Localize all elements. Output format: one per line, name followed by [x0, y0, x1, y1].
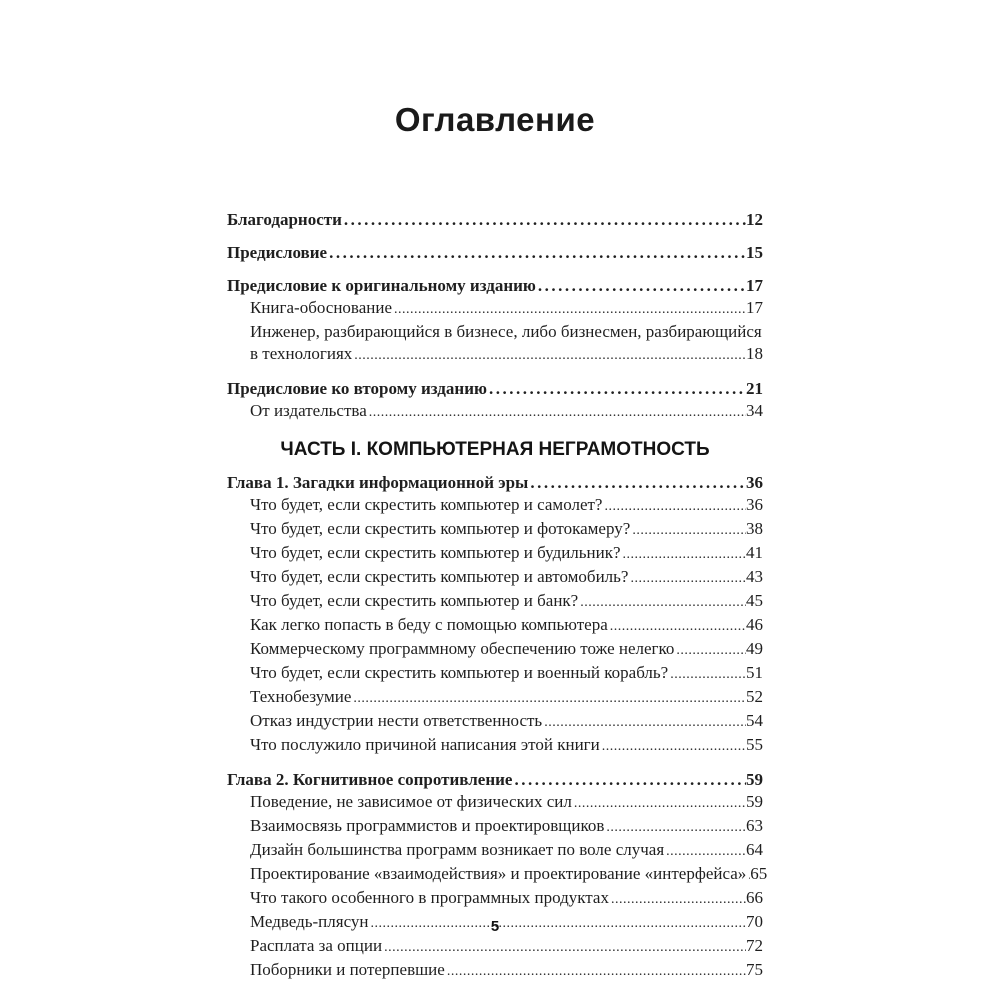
toc-page-number: 17 — [746, 298, 763, 317]
toc-page-number: 21 — [746, 379, 763, 398]
toc-entry — [227, 791, 763, 815]
dot-leader — [630, 518, 746, 542]
dot-leader — [528, 472, 746, 494]
toc-entry — [227, 710, 763, 734]
toc-entry — [227, 638, 763, 662]
dot-leader — [351, 686, 746, 710]
toc-entry — [227, 959, 763, 983]
toc-entry — [227, 518, 763, 542]
toc-entry-label: Что будет, если скрестить компьютер и автомобиль? — [250, 567, 629, 586]
toc-entry-label: Что будет, если скрестить компьютер и военный корабль? — [250, 663, 669, 682]
dot-leader — [367, 400, 746, 424]
toc-page-number: 63 — [746, 816, 763, 835]
toc-entry — [227, 662, 763, 686]
dot-leader — [572, 791, 746, 815]
toc-page-number: 54 — [746, 711, 763, 730]
toc-entry — [227, 815, 763, 839]
toc-entry-label: Что послужило причиной написания этой книги — [250, 735, 600, 754]
toc-page-number: 59 — [746, 792, 763, 811]
toc-entry-label: Предисловие — [227, 243, 328, 262]
dot-leader — [487, 378, 746, 400]
toc-entry-label: Отказ индустрии нести ответственность — [250, 711, 543, 730]
toc-entry — [227, 614, 763, 638]
toc-page-number: 59 — [746, 770, 763, 789]
dot-leader — [382, 935, 746, 959]
toc-entry-label: Дизайн большинства программ возникает по воле случая — [250, 840, 665, 859]
toc-page-number: 52 — [746, 687, 763, 706]
dot-leader — [609, 887, 746, 911]
toc-entry-label: Что будет, если скрестить компьютер и фотокамеру? — [250, 519, 631, 538]
page-title: Оглавление — [394, 101, 596, 138]
dot-leader — [664, 839, 746, 863]
toc-entry — [227, 686, 763, 710]
toc-page-number: 46 — [746, 615, 763, 634]
dot-leader — [674, 638, 746, 662]
toc-entry — [227, 472, 763, 494]
toc-entry-label: Расплата за опции — [250, 936, 383, 955]
toc-page-number: 38 — [746, 519, 763, 538]
toc-entry — [227, 769, 763, 791]
toc-entry-label: Что будет, если скрестить компьютер и будильник? — [250, 543, 621, 562]
toc-entry-label: Предисловие к оригинальному изданию — [227, 276, 536, 295]
toc-entry-label: Что будет, если скрестить компьютер и самолет? — [250, 495, 603, 514]
toc-entry — [227, 209, 763, 231]
toc-entry-label: Коммерческому программному обеспечению тоже нелегко — [250, 639, 675, 658]
toc-entry — [227, 863, 768, 887]
toc-entry — [227, 242, 763, 264]
toc-page-number: 75 — [746, 960, 763, 979]
toc-entry-label: Медведь-плясун — [250, 912, 369, 931]
toc-page-number: 66 — [746, 888, 763, 907]
toc-entry — [227, 935, 763, 959]
dot-leader — [352, 343, 746, 367]
toc-entry — [227, 566, 763, 590]
toc-entry — [227, 343, 763, 367]
toc-entry — [227, 494, 763, 518]
toc-entry — [227, 887, 763, 911]
toc-entry — [227, 542, 763, 566]
dot-leader — [327, 242, 746, 264]
toc-page-number: 43 — [746, 567, 763, 586]
toc-entry — [227, 734, 763, 758]
toc-entry-label: Благодарности — [227, 210, 342, 229]
toc-entry-label: Технобезумие — [250, 687, 352, 706]
toc-entry — [227, 378, 763, 400]
toc-page-number: 34 — [746, 401, 763, 420]
toc-entry-label: Книга-обоснование — [250, 298, 393, 317]
toc-entry-label: Что будет, если скрестить компьютер и банк? — [250, 591, 579, 610]
dot-leader — [578, 590, 746, 614]
dot-leader — [512, 769, 746, 791]
content-column — [227, 0, 768, 983]
toc-page-number: 41 — [746, 543, 763, 562]
page-number: 5 — [490, 918, 500, 935]
toc-entry-wrapped-line: Инженер, разбирающийся в бизнесе, либо бизнесмен, разбирающийся — [250, 322, 762, 341]
toc-page-number: 45 — [746, 591, 763, 610]
toc-entry-label: Поборники и потерпевшие — [250, 960, 445, 979]
toc-page-number: 15 — [746, 243, 763, 262]
toc-page-number: 12 — [746, 210, 763, 229]
dot-leader — [536, 275, 746, 297]
toc-page-number: 55 — [746, 735, 763, 754]
dot-leader — [604, 815, 746, 839]
toc-page-number: 51 — [746, 663, 763, 682]
toc-page-number: 70 — [746, 912, 763, 931]
toc-entry-label: Проектирование «взаимодействия» и проектирование «интерфейса» — [250, 864, 747, 883]
dot-leader — [445, 959, 746, 983]
toc-entry-label: Глава 1. Загадки информационной эры — [227, 473, 529, 492]
dot-leader — [621, 542, 746, 566]
dot-leader — [600, 734, 746, 758]
dot-leader — [602, 494, 746, 518]
dot-leader — [342, 209, 746, 231]
toc-entry — [227, 590, 763, 614]
toc-entry-label: Что такого особенного в программных продуктах — [250, 888, 609, 907]
dot-leader — [608, 614, 746, 638]
toc-entry-label: Глава 2. Когнитивное сопротивление — [227, 770, 513, 789]
toc-page-number: 64 — [746, 840, 763, 859]
toc-list — [227, 209, 768, 983]
toc-entry-label: Взаимосвязь программистов и проектировщиков — [250, 816, 605, 835]
toc-entry-label: Предисловие ко второму изданию — [227, 379, 487, 398]
toc-entry — [227, 400, 763, 424]
part-heading: ЧАСТЬ I. КОМПЬЮТЕРНАЯ НЕГРАМОТНОСТЬ — [280, 439, 710, 460]
toc-entry-label: Как легко попасть в беду с помощью компьютера — [250, 615, 608, 634]
toc-entry-label: Поведение, не зависимое от физических сил — [250, 792, 572, 811]
toc-page-number: 18 — [746, 344, 763, 363]
toc-page-number: 65 — [750, 864, 768, 883]
dot-leader — [668, 662, 746, 686]
toc-entry — [227, 275, 763, 297]
toc-page-number: 17 — [746, 276, 763, 295]
dot-leader — [542, 710, 746, 734]
toc-page-number: 49 — [746, 639, 763, 658]
toc-entry-label: От издательства — [250, 401, 367, 420]
dot-leader — [392, 297, 746, 321]
dot-leader — [628, 566, 746, 590]
toc-entry — [227, 839, 763, 863]
toc-entry — [227, 297, 763, 321]
toc-page-number: 36 — [746, 495, 763, 514]
toc-page-number: 36 — [746, 473, 763, 492]
toc-entry-label: в технологиях — [250, 344, 353, 363]
toc-page-number: 72 — [746, 936, 763, 955]
